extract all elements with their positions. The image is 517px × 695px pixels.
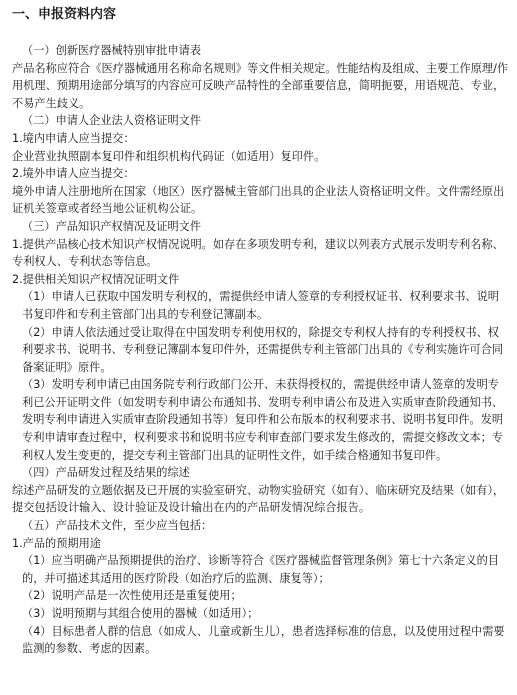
paragraph: 2.提供相关知识产权情况证明文件 — [12, 272, 180, 286]
paragraph: （二）申请人企业法人资格证明文件 — [22, 114, 202, 128]
paragraph: （3）发明专利申请已由国务院专利行政部门公开、未获得授权的，需提供经申请人签章的发明专利已公开证明文件（如发明专利申请公布通知书、发明专利申请公布及进入实质审查阶段通知书、发明专利申请进入实质审查阶段通知书等）复印件和公布版本的权利要求书、说明书复印件。发明专利申请审查过程中，权利要求书和说明书应专利审查部门要求发生修改的，需提交修改文本；专利权人发生变更的，提交专利主管部门出具的证明性文件，如手续合格通知书复印件。 — [22, 378, 504, 462]
paragraph: 1.产品的预期用途 — [12, 536, 101, 550]
section-title: 一、申报资料内容 — [12, 7, 117, 22]
paragraph: 产品名称应符合《医疗器械通用名称命名规则》等文件相关规定。性能结构及组成、主要工作原理/作用机理、预期用途部分填写的内容应可反映产品特性的全部重要信息，简明扼要，用语规范、专业，不易产生歧义。 — [12, 61, 509, 110]
paragraph: 企业营业执照副本复印件和组织机构代码证（如适用）复印件。 — [12, 149, 326, 163]
paragraph: 综述产品研发的立题依据及已开展的实验室研究、动物实验研究（如有）、临床研究及结果（如有），提交包括设计输入、设计验证及设计输出在内的产品研发情况综合报告。 — [12, 483, 505, 515]
paragraph: （三）产品知识产权情况及证明文件 — [22, 219, 202, 233]
paragraph: （四）产品研发过程及结果的综述 — [22, 466, 190, 480]
paragraph: （1）应当明确产品预期提供的治疗、诊断等符合《医疗器械监督管理条例》第七十六条定义的目的，并可描述其适用的医疗阶段（如治疗后的监测、康复等）； — [22, 554, 499, 585]
paragraph: （3）说明预期与其组合使用的器械（如适用）； — [22, 607, 259, 620]
document-body — [12, 42, 509, 658]
paragraph: 2.境外申请人应当提交： — [12, 167, 135, 181]
paragraph: （2）说明产品是一次性使用还是重复使用； — [22, 589, 242, 603]
paragraph: （五）产品技术文件，至少应当包括： — [22, 519, 213, 533]
paragraph: （1）申请人已获取中国发明专利权的，需提供经申请人签章的专利授权证书、权利要求书、说明书复印件和专利主管部门出具的专利登记簿副本。 — [22, 290, 499, 321]
paragraph: 境外申请人注册地所在国家（地区）医疗器械主管部门出具的企业法人资格证明文件。文件需经原出证机关签章或者经当地公证机构公证。 — [12, 184, 505, 216]
paragraph: （2）申请人依法通过受让取得在中国发明专利使用权的，除提交专利权人持有的专利授权书、权利要求书、说明书、专利登记簿副本复印件外，还需提供专利主管部门出具的《专利实施许可合同备案证明》原件。 — [22, 325, 504, 374]
paragraph: 1.境内申请人应当提交： — [12, 131, 135, 145]
paragraph: （4）目标患者人群的信息（如成人、儿童或新生儿），患者选择标准的信息，以及使用过程中需要监测的参数、考虑的因素。 — [22, 624, 505, 656]
paragraph: （一）创新医疗器械特别审批申请表 — [22, 44, 202, 57]
paragraph: 1.提供产品核心技术知识产权情况说明。如存在多项发明专利，建议以列表方式展示发明专利名称、专利权人、专利状态等信息。 — [12, 237, 504, 269]
